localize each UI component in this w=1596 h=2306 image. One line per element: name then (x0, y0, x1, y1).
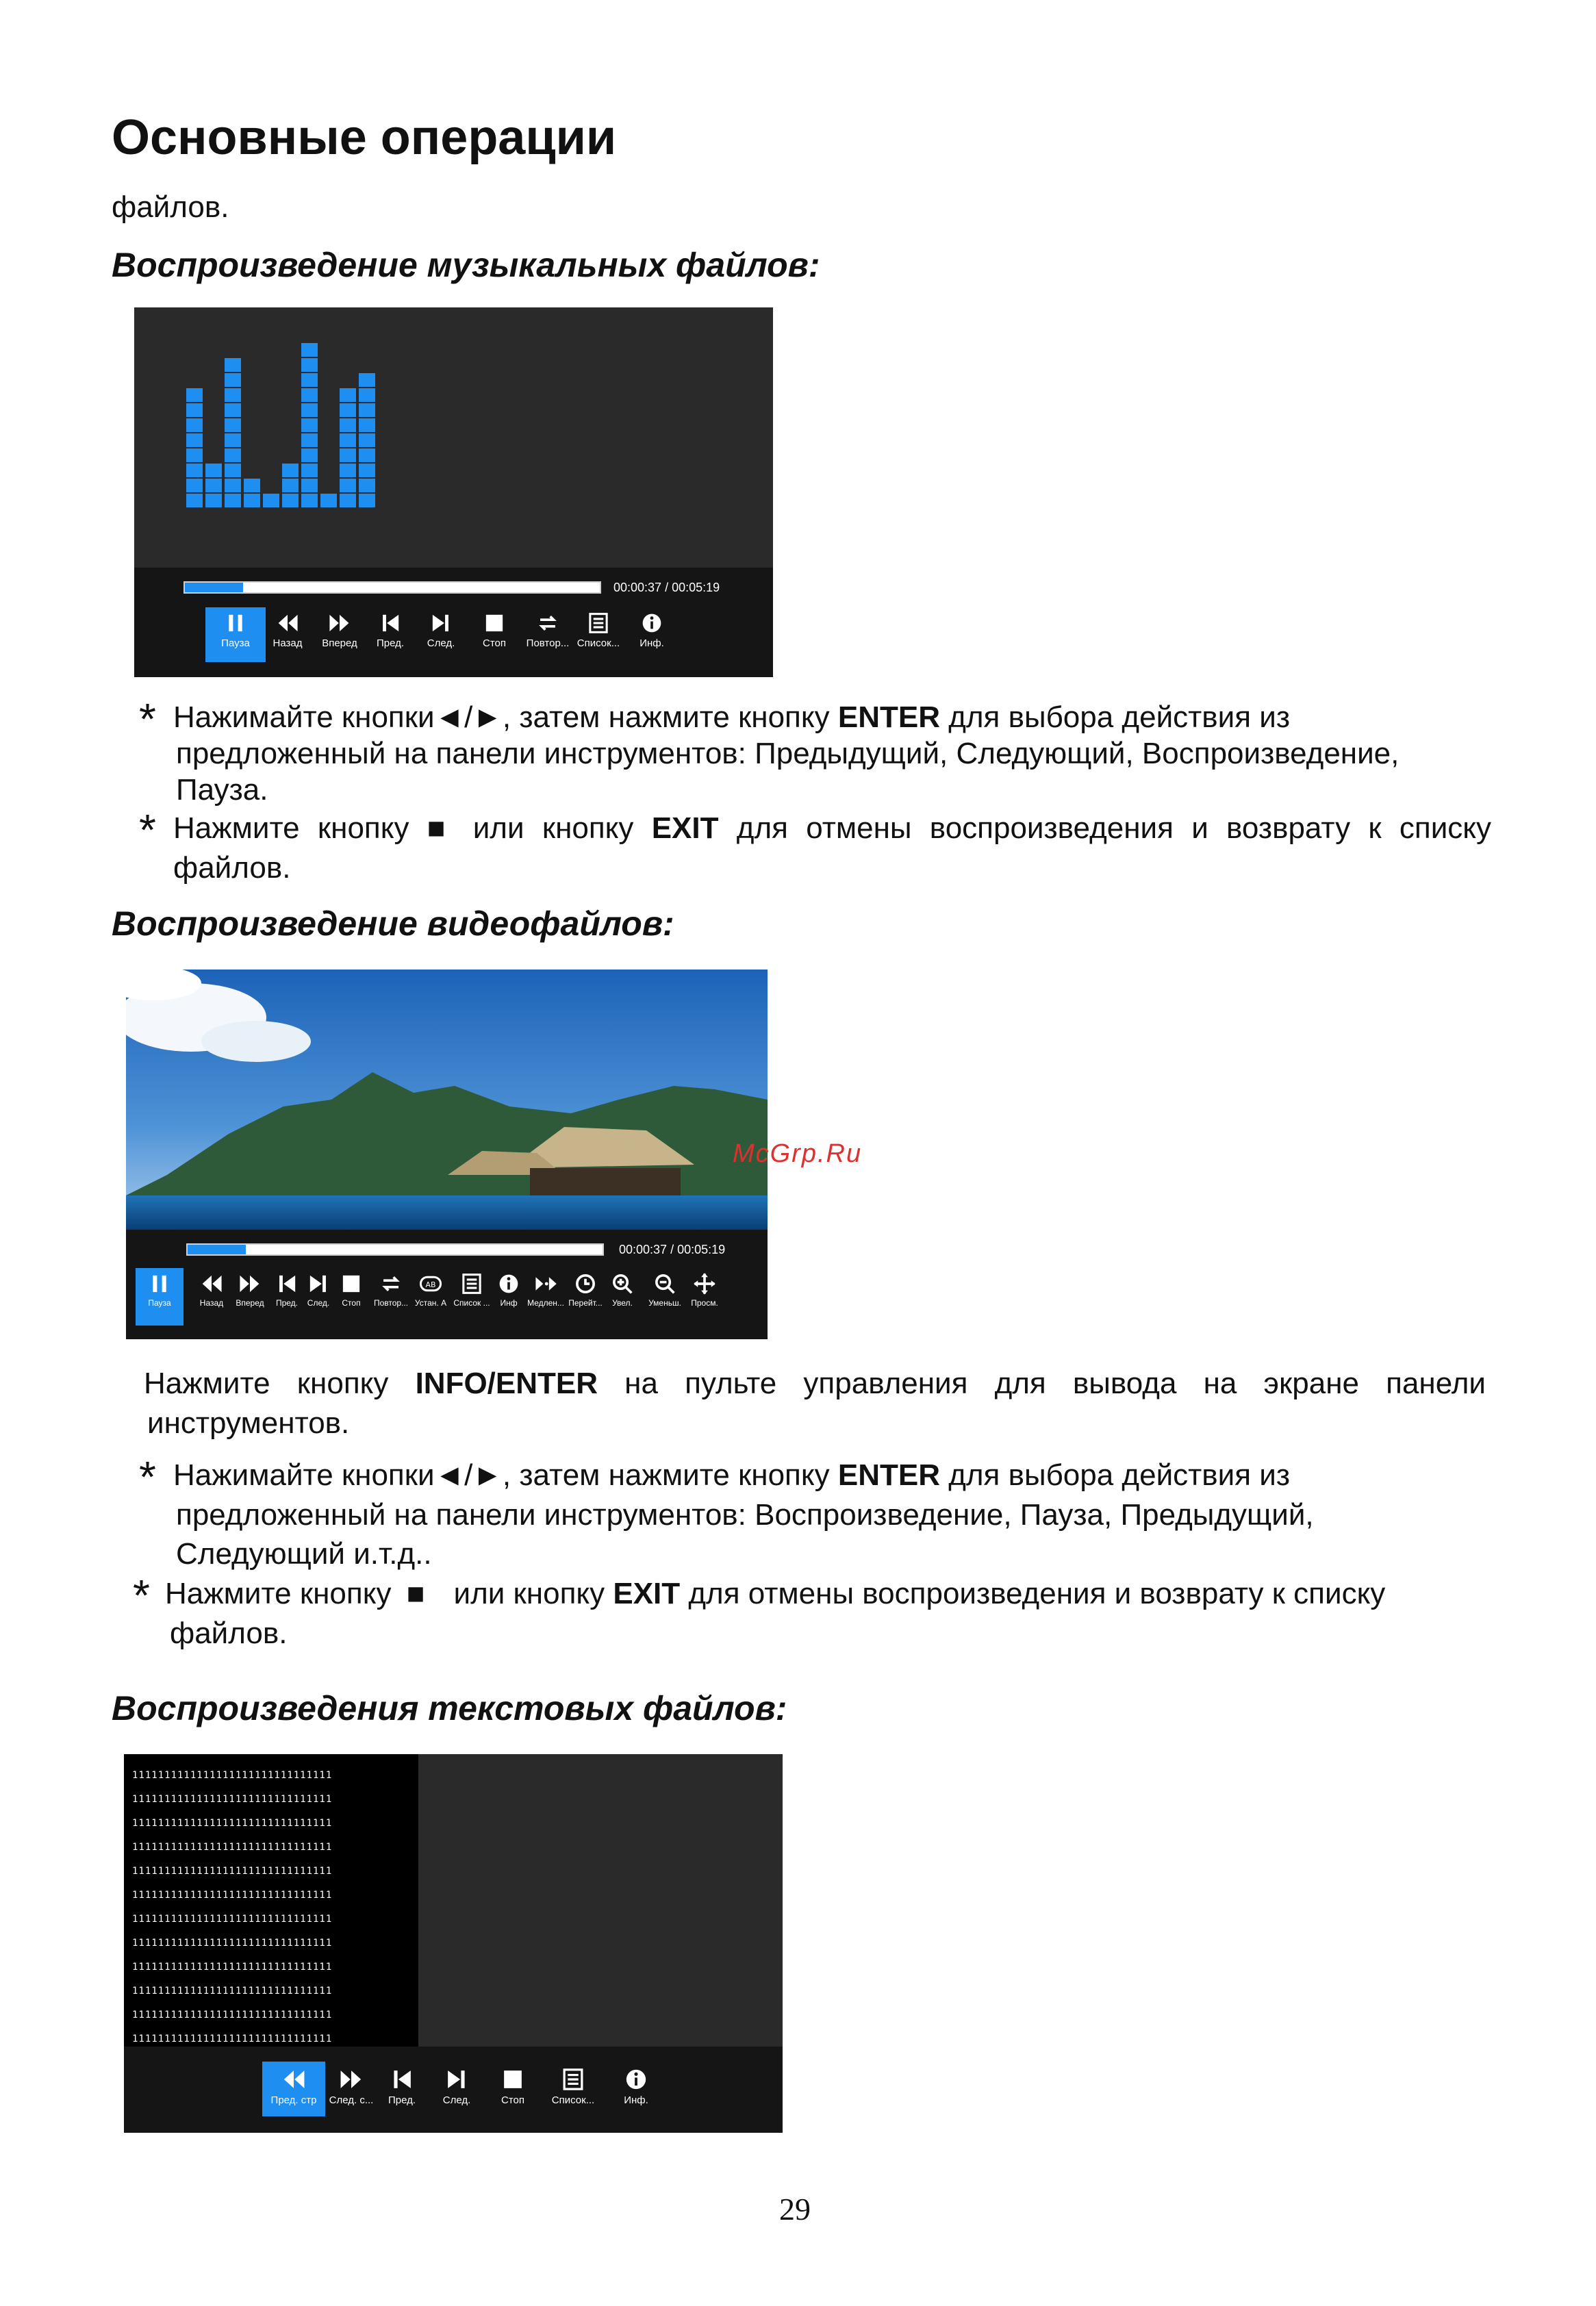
equalizer-cell (359, 494, 375, 507)
info-icon (497, 1272, 520, 1295)
pause-icon (224, 611, 247, 635)
equalizer-cell (186, 448, 203, 462)
music-button-label: Назад (273, 637, 303, 649)
music-bullet-2-text-b: или кнопку (455, 811, 652, 845)
equalizer-cell (359, 433, 375, 447)
equalizer-cell (263, 494, 279, 507)
equalizer-cell (301, 433, 318, 447)
watermark: McGrp.Ru (733, 1139, 863, 1168)
text-button-3[interactable] (370, 2062, 433, 2116)
zoom-in-icon (611, 1272, 634, 1295)
equalizer-cell (301, 388, 318, 402)
music-button-label: Инф. (639, 637, 664, 649)
equalizer-cell (244, 479, 260, 492)
video-button-label: Уменьш. (648, 1298, 681, 1308)
video-toolbar (126, 1230, 768, 1339)
music-button-9[interactable] (622, 607, 682, 662)
zoom-out-icon (653, 1272, 676, 1295)
equalizer-cell (301, 479, 318, 492)
fast-forward-icon (328, 611, 351, 635)
move-icon (693, 1272, 716, 1295)
equalizer-cell (301, 494, 318, 507)
video-button-1[interactable] (136, 1268, 183, 1326)
equalizer-cell (205, 464, 222, 477)
video-bullet-2 (165, 1575, 1473, 1612)
pause-icon (148, 1272, 171, 1295)
ab-icon (419, 1272, 442, 1295)
text-button-label: След. с... (329, 2094, 374, 2106)
video-info-text-c: на пульте управления для вывода на экране панели (598, 1367, 1486, 1400)
equalizer-cell (301, 373, 318, 387)
text-file-line: 1111111111111111111111111111111 (132, 1962, 333, 1973)
list-icon (460, 1272, 483, 1295)
video-button-label: Увел. (612, 1298, 633, 1308)
video-bullet-1-text-c: для выбора действия из (939, 1458, 1291, 1492)
previous-icon (390, 2067, 414, 2092)
equalizer-cell (301, 448, 318, 462)
equalizer-cell (186, 494, 203, 507)
equalizer-cell (225, 464, 241, 477)
enter-key-label: ENTER (837, 1458, 940, 1492)
text-file-line: 1111111111111111111111111111111 (132, 1890, 333, 1901)
equalizer-cell (186, 418, 203, 432)
music-button-5[interactable] (411, 607, 471, 662)
equalizer-cell (340, 494, 356, 507)
text-button-label: Пред. (388, 2094, 416, 2106)
equalizer-cell (340, 448, 356, 462)
text-file-line: 1111111111111111111111111111111 (132, 1842, 333, 1853)
equalizer-cell (340, 433, 356, 447)
text-button-6[interactable] (542, 2062, 605, 2116)
equalizer-cell (301, 358, 318, 372)
fast-forward-icon (238, 1272, 262, 1295)
text-button-label: Список... (551, 2094, 595, 2106)
text-file-line: 1111111111111111111111111111111 (132, 1938, 333, 1949)
video-button-label: Повтор... (373, 1298, 409, 1308)
video-button-label: Список ... (453, 1298, 490, 1308)
lead-text: файлов. (112, 190, 229, 224)
info-icon (624, 2067, 648, 2092)
music-button-label: Вперед (322, 637, 357, 649)
video-button-label: Пред. (275, 1298, 299, 1308)
text-button-7[interactable] (605, 2062, 668, 2116)
music-button-label: Пред. (376, 637, 405, 649)
music-button-label: Пауза (221, 637, 250, 649)
video-button-label: Перейт... (568, 1298, 603, 1308)
video-bullet-1-line2: предложенный на панели инструментов: Воспроизведение, Пауза, Предыдущий, (176, 1498, 1314, 1532)
equalizer-cell (205, 479, 222, 492)
equalizer-cell (225, 403, 241, 417)
equalizer-cell (301, 403, 318, 417)
music-button-1[interactable] (205, 607, 266, 662)
music-bullet-2 (173, 809, 1491, 847)
equalizer-cell (225, 433, 241, 447)
music-time-total: 00:05:19 (672, 581, 720, 594)
goto-icon (574, 1272, 597, 1295)
music-progress-bar[interactable] (183, 581, 601, 594)
next-icon (429, 611, 453, 635)
slow-icon (534, 1272, 557, 1295)
music-bullet-2-text-a: Нажмите кнопку (173, 811, 427, 845)
equalizer-cell (225, 448, 241, 462)
equalizer-cell (244, 494, 260, 507)
video-player-screen (126, 970, 768, 1339)
equalizer-cell (186, 433, 203, 447)
stop-icon (340, 1272, 363, 1295)
music-bullet-2-line2: файлов. (173, 851, 291, 885)
music-time-readout (613, 581, 720, 595)
video-button-label: Просм. (691, 1298, 718, 1308)
text-file-line: 1111111111111111111111111111111 (132, 1818, 333, 1829)
video-button-label: Вперед (236, 1298, 264, 1308)
music-player-screen (134, 307, 773, 677)
video-button-label: Инф (500, 1298, 518, 1308)
equalizer-cell (186, 388, 203, 402)
equalizer-cell (225, 479, 241, 492)
text-button-1[interactable] (262, 2062, 325, 2116)
stop-symbol: ■ (427, 811, 455, 845)
repeat-icon (379, 1272, 403, 1295)
music-heading: Воспроизведение музыкальных файлов: (112, 246, 820, 284)
text-button-label: Инф. (624, 2094, 648, 2106)
rewind-icon (276, 611, 299, 635)
video-time-separator: / (670, 1243, 674, 1256)
info-icon (640, 611, 663, 635)
equalizer-cell (205, 494, 222, 507)
equalizer-cell (359, 464, 375, 477)
info-enter-key-label: INFO/ENTER (415, 1367, 598, 1400)
text-button-4[interactable] (425, 2062, 488, 2116)
video-bullet-2-text-d: для отмены воспроизведения и возврату к списку (680, 1577, 1386, 1610)
video-bullet-2-text-b: или кнопку (445, 1577, 613, 1610)
equalizer-cell (225, 358, 241, 372)
equalizer-cell (282, 464, 299, 477)
rewind-icon (200, 1272, 223, 1295)
video-bullet-1-line3: Следующий и.т.д.. (176, 1537, 432, 1571)
bullet-star: * (139, 694, 156, 744)
music-button-2[interactable] (257, 607, 318, 662)
video-time-readout (619, 1243, 725, 1257)
music-button-label: След. (427, 637, 455, 649)
text-file-line: 1111111111111111111111111111111 (132, 2010, 333, 2020)
bullet-star: * (139, 1452, 156, 1502)
music-time-separator: / (665, 581, 669, 594)
equalizer-cell (301, 464, 318, 477)
music-time-current: 00:00:37 (613, 581, 662, 594)
music-bullet-1-line3: Пауза. (176, 773, 268, 807)
video-bullet-1 (173, 1456, 1290, 1494)
video-heading: Воспроизведение видеофайлов: (112, 904, 674, 943)
equalizer-cell (225, 494, 241, 507)
video-button-label: Пауза (148, 1298, 171, 1308)
equalizer-cell (186, 403, 203, 417)
text-content-pane (124, 1754, 418, 2049)
stop-icon (483, 611, 506, 635)
text-toolbar (124, 2047, 783, 2133)
equalizer-cell (186, 479, 203, 492)
text-button-5[interactable] (481, 2062, 544, 2116)
video-button-label: След. (307, 1298, 330, 1308)
text-file-line: 1111111111111111111111111111111 (132, 1794, 333, 1805)
text-button-label: Пред. стр (270, 2094, 317, 2106)
video-button-15[interactable] (681, 1268, 729, 1326)
list-icon (561, 2067, 585, 2092)
video-time-total: 00:05:19 (677, 1243, 726, 1256)
equalizer-cell (359, 403, 375, 417)
music-button-label: Список... (577, 637, 620, 649)
equalizer-cell (186, 464, 203, 477)
text-file-line: 1111111111111111111111111111111 (132, 1986, 333, 1997)
exit-key-label: EXIT (651, 811, 719, 845)
equalizer-visualizer (134, 307, 773, 568)
video-bullet-1-text-a: Нажимайте кнопки◄/►, затем нажмите кнопку (173, 1458, 838, 1492)
equalizer-cell (301, 418, 318, 432)
equalizer-cell (359, 418, 375, 432)
page-next-icon (339, 2067, 364, 2092)
text-file-line: 1111111111111111111111111111111 (132, 1770, 333, 1781)
music-button-label: Повтор... (526, 637, 570, 649)
music-progress-fill (185, 583, 243, 592)
video-bullet-2-text-a: Нажмите кнопку (165, 1577, 400, 1610)
text-button-label: След. (442, 2094, 471, 2106)
equalizer-cell (340, 464, 356, 477)
music-button-6[interactable] (464, 607, 524, 662)
video-progress-fill (188, 1245, 246, 1254)
equalizer-cell (340, 403, 356, 417)
equalizer-cell (282, 479, 299, 492)
equalizer-cell (225, 373, 241, 387)
page-number: 29 (779, 2192, 811, 2227)
text-heading: Воспроизведения текстовых файлов: (112, 1689, 787, 1727)
next-icon (444, 2067, 469, 2092)
text-file-line: 1111111111111111111111111111111 (132, 2033, 333, 2044)
equalizer-cell (359, 448, 375, 462)
equalizer-cell (340, 418, 356, 432)
bullet-star: * (139, 805, 156, 854)
equalizer-cell (340, 479, 356, 492)
bullet-star: * (133, 1571, 150, 1620)
text-file-line: 1111111111111111111111111111111 (132, 1914, 333, 1925)
video-button-label: Назад (199, 1298, 224, 1308)
video-button-label: Устан. А (414, 1298, 447, 1308)
video-button-label: Стоп (342, 1298, 361, 1308)
equalizer-cell (359, 479, 375, 492)
music-bullet-1-line2: предложенный на панели инструментов: Предыдущий, Следующий, Воспроизведение, (176, 737, 1399, 770)
equalizer-cell (301, 343, 318, 357)
svg-text:AB: AB (425, 1280, 436, 1289)
previous-icon (379, 611, 402, 635)
repeat-icon (536, 611, 559, 635)
video-progress-bar[interactable] (186, 1243, 604, 1256)
text-button-label: Стоп (501, 2094, 524, 2106)
video-info-text-a: Нажмите кнопку (144, 1367, 416, 1400)
music-bullet-1-text-c: для выбора действия из (939, 700, 1291, 734)
equalizer-cell (225, 418, 241, 432)
music-bullet-1 (173, 698, 1495, 736)
video-frame-image (126, 970, 768, 1230)
equalizer-cell (359, 388, 375, 402)
music-bullet-2-text-d: для отмены воспроизведения и возврату к списку (718, 811, 1492, 845)
video-time-current: 00:00:37 (619, 1243, 668, 1256)
music-toolbar (134, 568, 773, 677)
stop-symbol: ■ (406, 1577, 425, 1610)
equalizer-cell (225, 388, 241, 402)
text-file-line: 1111111111111111111111111111111 (132, 1866, 333, 1877)
list-icon (587, 611, 610, 635)
page-title: Основные операции (112, 110, 617, 165)
video-info-paragraph (144, 1365, 1486, 1402)
video-button-13[interactable] (598, 1268, 646, 1326)
video-info-line2: инструментов. (147, 1406, 350, 1440)
video-bullet-2-line2: файлов. (170, 1617, 288, 1650)
music-button-label: Стоп (483, 637, 506, 649)
equalizer-cell (359, 373, 375, 387)
equalizer-cell (340, 388, 356, 402)
equalizer-cell (320, 494, 337, 507)
music-button-8[interactable] (568, 607, 629, 662)
stop-icon (501, 2067, 525, 2092)
text-viewer-screen (124, 1754, 783, 2133)
video-button-label: Медлен... (527, 1298, 564, 1308)
equalizer-cell (282, 494, 299, 507)
next-icon (307, 1272, 330, 1295)
page-previous-icon (281, 2067, 306, 2092)
music-bullet-1-text-a: Нажимайте кнопки◄/►, затем нажмите кнопку (173, 700, 838, 734)
enter-key-label: ENTER (837, 700, 940, 734)
exit-key-label: EXIT (613, 1577, 681, 1610)
